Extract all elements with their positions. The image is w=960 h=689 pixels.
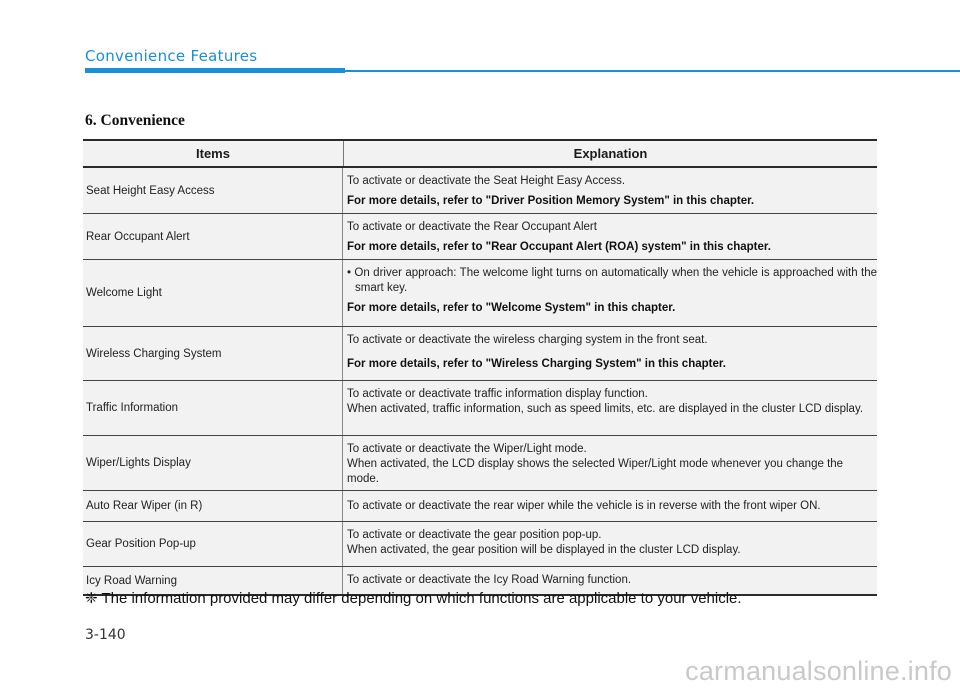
explanation-text: To activate or deactivate the Icy Road Warning function. [347, 574, 632, 586]
explanation-cell [343, 214, 877, 259]
table-row [83, 491, 877, 522]
page-number: 3-140 [85, 627, 126, 643]
explanation-text: To activate or deactivate the wireless charging system in the front seat. [347, 334, 708, 346]
explanation-text: To activate or deactivate the Rear Occupant Alert [347, 221, 597, 233]
column-header-items: Items [83, 141, 344, 166]
explanation-cell [343, 522, 877, 566]
table-row [83, 522, 877, 567]
reference-text: For more details, refer to "Welcome System" in this chapter. [347, 302, 676, 314]
item-cell: Gear Position Pop-up [83, 522, 343, 566]
convenience-table [83, 139, 877, 596]
item-cell: Traffic Information [83, 381, 343, 435]
header-rule-thin [345, 70, 960, 72]
table-row [83, 436, 877, 491]
section-title: 6. Convenience [85, 112, 185, 129]
item-cell: Wireless Charging System [83, 327, 343, 380]
explanation-cell [343, 260, 877, 326]
explanation-text: To activate or deactivate the gear position pop-up. [347, 529, 602, 541]
column-header-explanation: Explanation [573, 146, 648, 161]
table-row [83, 214, 877, 260]
explanation-cell [343, 381, 877, 435]
explanation-cell [343, 491, 877, 521]
explanation-detail: When activated, the gear position will be displayed in the cluster LCD display. [347, 544, 741, 556]
item-cell: Wiper/Lights Display [83, 436, 343, 490]
reference-text: For more details, refer to "Driver Position Memory System" in this chapter. [347, 195, 755, 207]
explanation-cell [343, 436, 877, 490]
explanation-text: To activate or deactivate the Seat Height Easy Access. [347, 175, 626, 187]
table-header [83, 139, 877, 168]
item-cell: Rear Occupant Alert [83, 214, 343, 259]
explanation-cell [343, 327, 877, 380]
explanation-cell [343, 168, 877, 213]
explanation-text: To activate or deactivate the rear wiper while the vehicle is in reverse with the front wiper ON. [347, 499, 821, 512]
item-cell: Welcome Light [83, 260, 343, 326]
explanation-detail: When activated, traffic information, such as speed limits, etc. are displayed in the cluster LCD display. [347, 403, 864, 415]
table-row [83, 168, 877, 214]
item-cell: Auto Rear Wiper (in R) [83, 491, 343, 521]
footnote: ❈ The information provided may differ depending on which functions are applicable to your vehicle. [85, 590, 742, 607]
item-cell: Seat Height Easy Access [83, 168, 343, 213]
explanation-detail: When activated, the LCD display shows the selected Wiper/Light mode whenever you change the mode. [347, 458, 844, 485]
chapter-header: Convenience Features [85, 47, 258, 65]
reference-text: For more details, refer to "Wireless Charging System" in this chapter. [347, 358, 726, 370]
explanation-text: • On driver approach: The welcome light turns on automatically when the vehicle is approached with the smart key. [347, 267, 877, 294]
explanation-text: To activate or deactivate traffic information display function. [347, 388, 648, 400]
table-row [83, 327, 877, 381]
watermark: carmanualsonline.info [685, 656, 952, 686]
explanation-text: To activate or deactivate the Wiper/Light mode. [347, 443, 587, 455]
table-row [83, 260, 877, 327]
reference-text: For more details, refer to "Rear Occupant Alert (ROA) system" in this chapter. [347, 241, 771, 253]
item-cell: Icy Road Warning [83, 567, 343, 594]
table-row [83, 381, 877, 436]
header-rule-thick [85, 68, 345, 73]
